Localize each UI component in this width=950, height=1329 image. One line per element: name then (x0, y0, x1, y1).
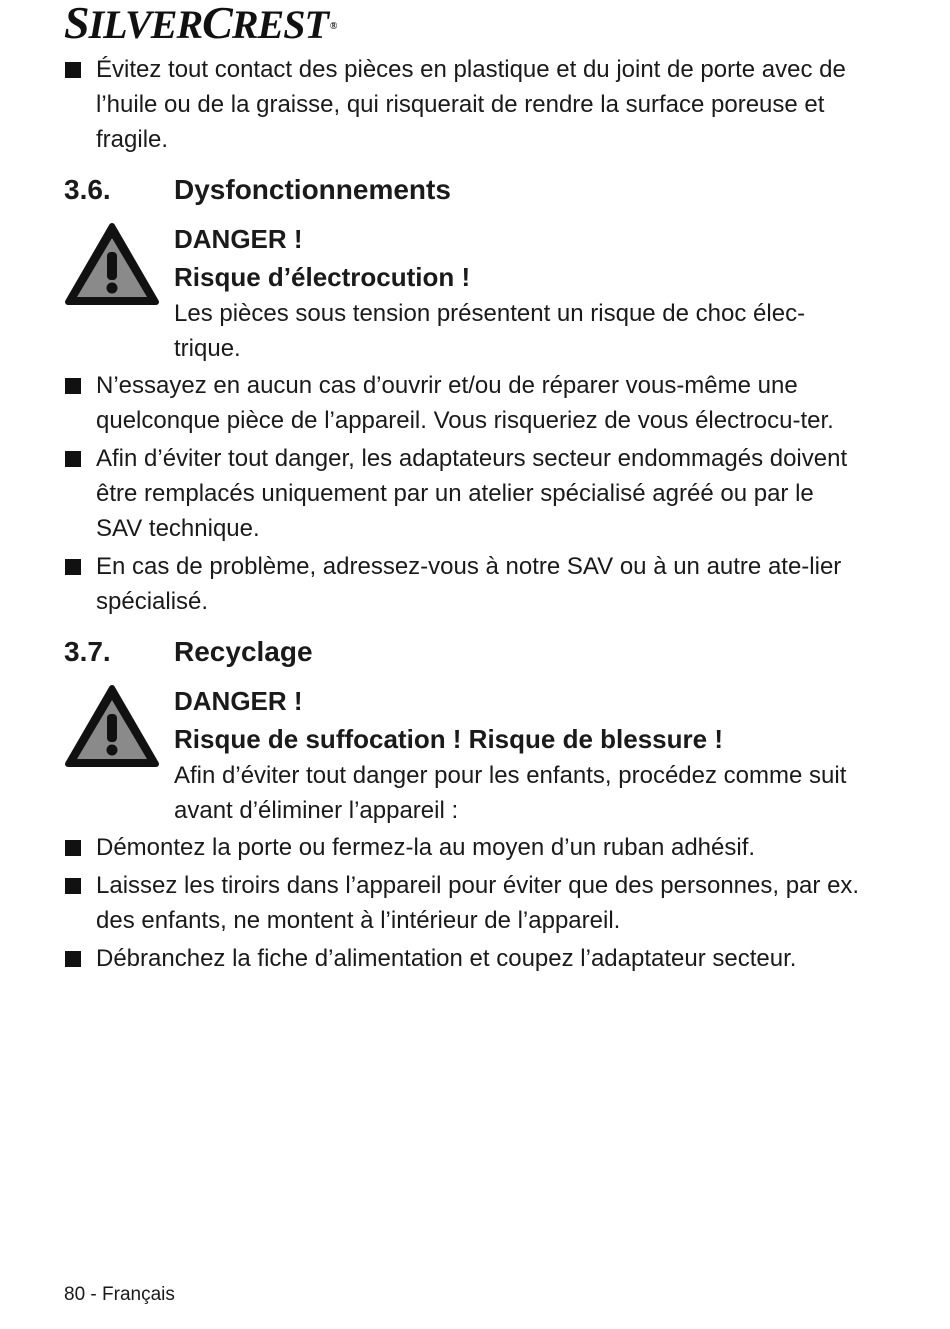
list-item (64, 52, 864, 157)
warning-text: Afin d’éviter tout danger pour les enfants, procédez comme suit avant d’éliminer l’appareil : (174, 762, 847, 824)
danger-warning-suffocation (64, 682, 864, 828)
square-bullet-icon (65, 559, 81, 575)
square-bullet-icon (65, 878, 81, 894)
silvercrest-logo (64, 0, 337, 48)
square-bullet-icon (65, 451, 81, 467)
logo-letters: ILVER (88, 2, 203, 47)
list-item (64, 941, 864, 976)
warning-subtitle: Risque d’électrocution ! (174, 262, 471, 292)
list-item-text: N’essayez en aucun cas d’ouvrir et/ou de réparer vous-même une quelconque pièce de l’appareil. Vous risqueriez de vous électrocu-ter. (96, 372, 834, 434)
list-item (64, 441, 864, 546)
logo-letters: REST (231, 2, 328, 47)
list-item (64, 868, 864, 938)
danger-warning-electrocution (64, 220, 864, 366)
logo-letter: C (202, 0, 232, 48)
warning-text: Les pièces sous tension présentent un risque de choc élec-trique. (174, 300, 806, 362)
square-bullet-icon (65, 378, 81, 394)
page-content (64, 52, 864, 979)
warning-subtitle: Risque de suffocation ! Risque de blessure ! (174, 724, 723, 754)
list-item-text: Laissez les tiroirs dans l’appareil pour éviter que des personnes, par ex. des enfants, ne montent à l’intérieur de l’appareil. (96, 872, 860, 934)
section-title: Recyclage (174, 636, 313, 667)
list-item-text: Débranchez la fiche d’alimentation et coupez l’adaptateur secteur. (96, 945, 797, 972)
section-title: Dysfonctionnements (174, 174, 451, 205)
list-item-text: En cas de problème, adressez-vous à notre SAV ou à un autre ate-lier spécialisé. (96, 553, 842, 615)
section-number: 3.7. (64, 636, 111, 667)
warning-triangle-icon (64, 684, 160, 768)
warning-triangle-icon (64, 222, 160, 306)
section-heading-3-7 (64, 634, 864, 670)
warning-label: DANGER ! (174, 224, 303, 254)
warning-label: DANGER ! (174, 686, 303, 716)
square-bullet-icon (65, 62, 81, 78)
list-item-text: Afin d’éviter tout danger, les adaptateurs secteur endommagés doivent être remplacés uniquement par un atelier spécialisé agréé ou par le SAV technique. (96, 445, 848, 542)
list-item (64, 830, 864, 865)
section-number: 3.6. (64, 174, 111, 205)
square-bullet-icon (65, 840, 81, 856)
list-item-text: Démontez la porte ou fermez-la au moyen d’un ruban adhésif. (96, 834, 756, 861)
page-footer: 80 - Français (64, 1284, 175, 1305)
section-heading-3-6 (64, 172, 864, 208)
registered-mark: ® (329, 21, 337, 32)
logo-letter: S (64, 0, 89, 48)
list-item-text: Évitez tout contact des pièces en plastique et du joint de porte avec de l’huile ou de la graisse, qui risquerait de rendre la surface poreuse et fragile. (96, 56, 846, 153)
list-item (64, 549, 864, 619)
list-item (64, 368, 864, 438)
square-bullet-icon (65, 951, 81, 967)
